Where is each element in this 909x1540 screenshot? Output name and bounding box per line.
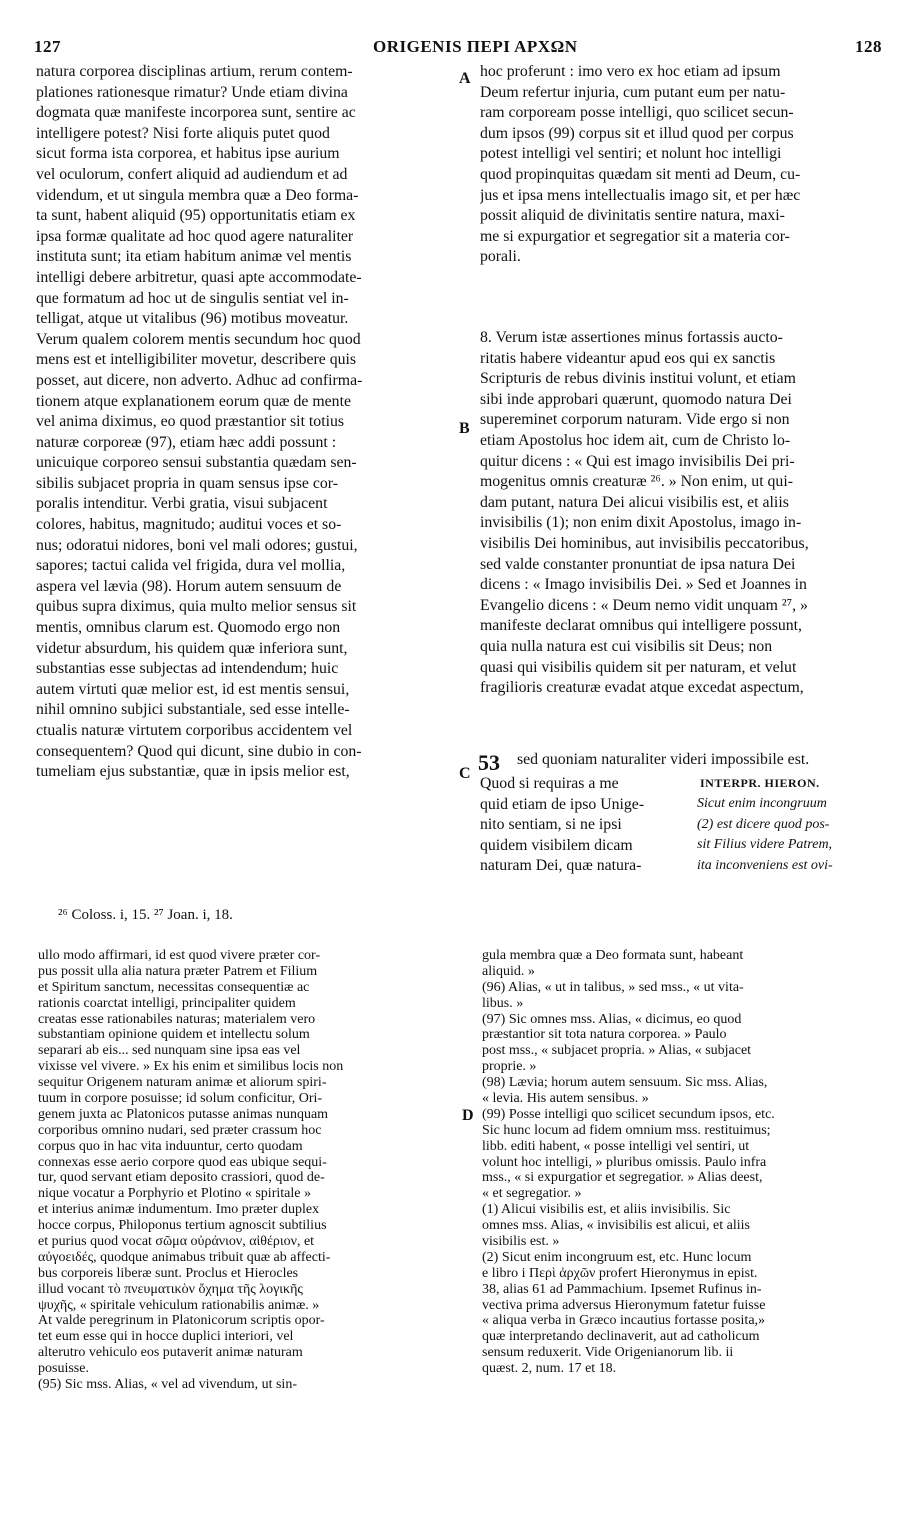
text-line: mentis, omnibus clarum est. Quomodo ergo non <box>36 619 341 637</box>
text-line: Evangelio dicens : « Deum nemo vidit unquam ²⁷, » <box>480 596 808 614</box>
text-line: alterutro vehiculo eos putaverit animæ naturam <box>38 1345 303 1361</box>
text-line: quasi qui visibilis quidem sit per naturam, et velut <box>480 658 797 676</box>
text-line: quia nulla natura est cui visibilis sit Deus; non <box>480 637 773 655</box>
text-line: « aliqua verba in Græco incautius fortasse posita,» <box>482 1313 766 1329</box>
text-line: hoc proferunt : imo vero ex hoc etiam ad ipsum <box>480 63 781 80</box>
text-line: 8. Verum istæ assertiones minus fortassis aucto- <box>480 329 783 346</box>
left-page-number: 127 <box>34 37 61 56</box>
text-line: vel anima diximus, eo quod præstantior sit totius <box>36 413 345 431</box>
text-line: gula membra quæ a Deo formata sunt, habeant <box>482 948 744 963</box>
side-number: 53 <box>478 750 500 775</box>
text-line: colores, habitus, magnitudo; auditui voces et so- <box>36 516 342 534</box>
right-page-number: 128 <box>855 37 882 56</box>
text-line: sed valde constanter pronuntiat de ipsa natura Dei <box>480 555 796 573</box>
text-line: quitur dicens : « Qui est imago invisibilis Dei pri- <box>480 452 795 470</box>
text-line: me si expurgatior et segregatior sit a materia cor- <box>480 227 790 245</box>
text-line: sibi inde approbari quærunt, quomodo natura Dei <box>480 390 792 408</box>
text-line: hocce corpus, Philoponus tertium agnoscit subtilius <box>38 1218 327 1234</box>
right-text-narrow-column <box>480 774 685 877</box>
text-line: invisibilis (1); non enim dixit Apostolus, imago in- <box>480 514 802 532</box>
text-line: sicut forma ista corporea, et habitus ipse aurium <box>36 145 340 163</box>
text-line: natura corporea disciplinas artium, rerum contem- <box>36 63 353 80</box>
text-line: intelligi debere arbitretur, quasi apte accommodate- <box>36 268 362 286</box>
text-line: 38, alias 61 ad Pammachium. Ipsemet Rufinus in- <box>482 1281 762 1297</box>
text-line: Sic hunc locum ad fidem omnium mss. restituimus; <box>482 1122 771 1138</box>
text-line: autem virtuti quæ melior est, id est mentis sensui, <box>36 680 350 698</box>
text-line: Sicut enim incongruum <box>697 796 827 811</box>
text-line: mss., « si expurgatior et segregatior. » Alias deest, <box>482 1170 763 1186</box>
text-line: libus. » <box>482 995 524 1011</box>
text-line: que formatum ad hoc ut de singulis sentiat vel in- <box>36 289 349 307</box>
text-line: Verum qualem colorem mentis secundum hoc quod <box>36 330 361 348</box>
text-line: vectiva prima adversus Hieronymum fatetur fuisse <box>482 1297 766 1313</box>
margin-letter-b: B <box>459 420 470 437</box>
text-line: quæst. 2, num. 17 et 18. <box>482 1361 617 1377</box>
text-line: posuisse. <box>38 1361 89 1377</box>
text-line: volunt hoc intelligi, » pluribus omissis. Paulo infra <box>482 1154 767 1170</box>
text-line: sensum reduxerit. Vide Origenianorum lib. ii <box>482 1345 734 1361</box>
text-line: posset, aut dicere, non adverto. Adhuc ad confirma- <box>36 371 363 389</box>
margin-letter-c: C <box>459 765 471 782</box>
text-line: (97) Sic omnes mss. Alias, « dicimus, eo quod <box>482 1011 742 1027</box>
text-line: substantiam opinione quidem et intellectu solum <box>38 1027 310 1043</box>
text-line: sed quoniam naturaliter videri impossibile est. <box>517 751 810 768</box>
text-line: nito sentiam, si ne ipsi <box>480 816 622 834</box>
text-line: quidem visibilem dicam <box>480 836 633 854</box>
text-line: aliquid. » <box>482 963 535 979</box>
text-line: mens est et intelligibiliter movetur, describere quis <box>36 351 357 369</box>
text-line: ritatis habere videantur apud eos qui ex sanctis <box>480 349 776 367</box>
text-line: quæ interpretando declinaverit, aut ad catholicum <box>482 1329 760 1345</box>
text-line: pus possit ulla alia natura præter Patrem et Filium <box>38 963 318 979</box>
right-text-column-top <box>480 62 880 268</box>
text-line: corporibus omnino nudari, sed præter crassum hoc <box>38 1122 322 1138</box>
text-line: vixisse vel vivere. » Ex his enim et similibus locis non <box>38 1059 344 1075</box>
text-line: ullo modo affirmari, id est quod vivere præter cor- <box>38 948 321 963</box>
text-line: dicens : « Imago invisibilis Dei. » Sed et Joannes in <box>480 576 807 594</box>
text-line: (1) Alicui visibilis est, et aliis invisibilis. Sic <box>482 1202 731 1218</box>
text-line: fragilioris creaturæ evadat atque excedat aspectum, <box>480 679 804 697</box>
margin-letter-d: D <box>462 1107 474 1124</box>
text-line: etiam Apostolus hoc idem ait, cum de Christo lo- <box>480 431 791 449</box>
text-line: proprie. » <box>482 1059 537 1075</box>
text-line: consequentem? Quod qui dicunt, sine dubio in con- <box>36 742 362 760</box>
notes-right-column <box>482 948 882 1377</box>
text-line: dam putant, natura Dei alicui visibilis est, et aliis <box>480 493 789 511</box>
text-line: nus; odoratui nidores, boni vel mali odores; gustui, <box>36 536 358 554</box>
text-line: corpus quo in hac vita induuntur, certo quodam <box>38 1138 303 1154</box>
text-line: jus et ipsa mens intellectualis imago sit, et per hæc <box>480 186 801 204</box>
text-line: ψυχῆς, « spiritale vehiculum rationabilis animæ. » <box>38 1297 320 1313</box>
text-line: (98) Lævia; horum autem sensuum. Sic mss. Alias, <box>482 1075 768 1091</box>
text-line: sibilis subjacet propria in quam sensus ipse cor- <box>36 474 338 492</box>
interpr-hieron-text <box>697 794 882 876</box>
text-line: illud vocant τὸ πνευματικὸν ὄχημα τῆς λογικῆς <box>38 1281 303 1297</box>
text-line: rationis coarctat intelligi, principaliter quidem <box>38 995 296 1011</box>
text-line: (2) Sicut enim incongruum est, etc. Hunc locum <box>482 1249 752 1265</box>
text-line: substantias esse subjectas ad intendendum; huic <box>36 660 339 678</box>
text-line: separari ab eis... sed nunquam sine ipsa eas vel <box>38 1043 301 1059</box>
text-line: præstantior sit tota natura corporea. » Paulo <box>482 1027 727 1043</box>
text-line: ram corpoream posse intelligi, quo scilicet secun- <box>480 104 794 122</box>
text-line: (96) Alias, « ut in talibus, » sed mss., « ut vita- <box>482 979 744 995</box>
text-line: « et segregatior. » <box>482 1186 582 1202</box>
text-line: possit aliquid de divinitatis sentire natura, maxi- <box>480 207 785 225</box>
right-text-column-paragraph-8 <box>480 328 880 699</box>
text-line: poralis intenditur. Verbi gratia, visui subjacent <box>36 495 328 513</box>
text-line: tionem atque explanationem eorum quæ de mente <box>36 392 351 410</box>
text-line: plationes rationesque rimatur? Unde etiam divina <box>36 83 348 101</box>
notes-left-column <box>38 948 454 1393</box>
text-line: videndum, et ut singula membra quæ a Deo forma- <box>36 186 359 204</box>
text-line: (99) Posse intelligi quo scilicet secundum ipsos, etc. <box>482 1106 775 1122</box>
text-line: et purius quod vocat σῶμα οὐράνιον, αἰθέριον, et <box>38 1234 315 1250</box>
text-line: e libro i Περὶ ἀρχῶν profert Hieronymus in epist. <box>482 1265 758 1281</box>
text-line: creatas esse rationabiles naturas; materialem vero <box>38 1011 316 1027</box>
text-line: quid etiam de ipso Unige- <box>480 795 645 813</box>
text-line: quibus supra diximus, quia multo melior sensus sit <box>36 598 357 616</box>
running-title: ORIGENIS ΠΕΡΙ ΑΡΧΩΝ <box>373 37 578 56</box>
text-line: tumeliam ejus substantiæ, quæ in ipsis melior est, <box>36 763 350 781</box>
text-line: dogmata quæ manifeste incorporea sunt, sentire ac <box>36 104 356 122</box>
text-line: intelligere potest? Nisi forte aliquis putet quod <box>36 124 330 142</box>
text-line: nique vocatur a Porphyrio et Plotino « spiritale » <box>38 1186 311 1202</box>
text-line: Deum refertur injuria, cum putant eum per natu- <box>480 83 786 101</box>
text-line: instituta sunt; ita etiam habitum animæ vel mentis <box>36 248 352 266</box>
text-line: visibilis Dei hominibus, aut invisibilis peccatoribus, <box>480 534 809 552</box>
text-line: naturæ corporeæ (97), etiam hæc addi possunt : <box>36 433 337 451</box>
text-line: potest intelligi vel sentiri; et nolunt hoc intelligi <box>480 145 782 163</box>
text-line: genem juxta ac Platonicos putasse animas nunquam <box>38 1106 329 1122</box>
text-line: visibilis est. » <box>482 1234 560 1250</box>
text-line: Scripturis de rebus divinis institui volunt, et etiam <box>480 370 796 388</box>
text-line: At valde peregrinum in Platonicorum scriptis opor- <box>38 1313 325 1329</box>
text-line: ctualis naturæ virtutem corporibus accidentem vel <box>36 722 353 739</box>
scripture-references: ²⁶ Coloss. i, 15. ²⁷ Joan. i, 18. <box>58 907 233 923</box>
text-line: (95) Sic mss. Alias, « vel ad vivendum, ut sin- <box>38 1377 297 1393</box>
text-line: naturam Dei, quæ natura- <box>480 857 642 875</box>
text-line: sequitur Origenem naturam animæ et aliorum spiri- <box>38 1075 327 1091</box>
text-line: post mss., « subjacet propria. » Alias, « subjacet <box>482 1043 752 1059</box>
text-line: supereminet corporum naturam. Vide ergo si non <box>480 411 790 429</box>
text-line: ita inconveniens est ovi- <box>697 857 833 873</box>
text-line: sapores; tactui calida vel frigida, dura vel mollia, <box>36 557 346 575</box>
left-text-column <box>36 62 456 783</box>
text-line: ipsa formæ qualitate ad hoc quod agere naturaliter <box>36 227 354 245</box>
text-line: et interius animæ indumentum. Imo præter duplex <box>38 1202 320 1218</box>
text-line: manifeste declarat omnibus qui intelligere possunt, <box>480 617 803 635</box>
text-line: telligat, atque ut vitalibus (96) motibus moveatur. <box>36 310 349 328</box>
text-line: connexas esse aerio corpore quod eas ubique sequi- <box>38 1154 327 1170</box>
text-line: mogenitus omnis creaturæ ²⁶. » Non enim, ut qui- <box>480 473 793 491</box>
text-line: unicuique corporeo sensui substantia quædam sen- <box>36 454 357 472</box>
text-line: ta sunt, habent aliquid (95) opportunitatis etiam ex <box>36 207 356 225</box>
text-line: bus corporeis liberæ sunt. Proclus et Hierocles <box>38 1265 299 1281</box>
right-text-last-line <box>517 750 880 771</box>
text-line: porali. <box>480 248 521 266</box>
text-line: dum ipsos (99) corpus sit et illud quod per corpus <box>480 124 794 142</box>
text-line: omnes mss. Alias, « invisibilis est alicui, et aliis <box>482 1218 750 1234</box>
text-line: vel oculorum, confert aliquid ad audiendum et ad <box>36 165 348 183</box>
text-line: tur, quod servant etiam deposito crassiori, quod de- <box>38 1170 325 1186</box>
text-line: sit Filius videre Patrem, <box>697 837 833 853</box>
text-line: tuum in corpore posuisse; id solum conficitur, Ori- <box>38 1091 323 1107</box>
text-line: (2) est dicere quod pos- <box>697 816 830 832</box>
text-line: et Spiritum sanctum, necessitas consequentiæ ac <box>38 979 310 995</box>
text-line: nihil omnino subjici substantiale, sed esse intelle- <box>36 701 350 719</box>
text-line: aspera vel lævia (98). Horum autem sensuum de <box>36 577 342 595</box>
text-line: αὐγοειδές, quodque animabus tribuit quæ ab affecti- <box>38 1249 331 1265</box>
margin-letter-a: A <box>459 70 471 87</box>
text-line: Quod si requiras a me <box>480 775 619 792</box>
text-line: videtur absurdum, his quidem quæ inferiora sunt, <box>36 639 348 657</box>
text-line: « levia. His autem sensibus. » <box>482 1091 649 1107</box>
text-line: tet eum esse qui in hocce duplici interiori, vel <box>38 1329 294 1345</box>
text-line: quod propinquitas quædam sit menti ad Deum, cu- <box>480 165 801 183</box>
text-line: libb. editi habent, « posse intelligi vel sentiri, ut <box>482 1138 750 1154</box>
interpr-heading: INTERPR. HIERON. <box>700 776 820 790</box>
